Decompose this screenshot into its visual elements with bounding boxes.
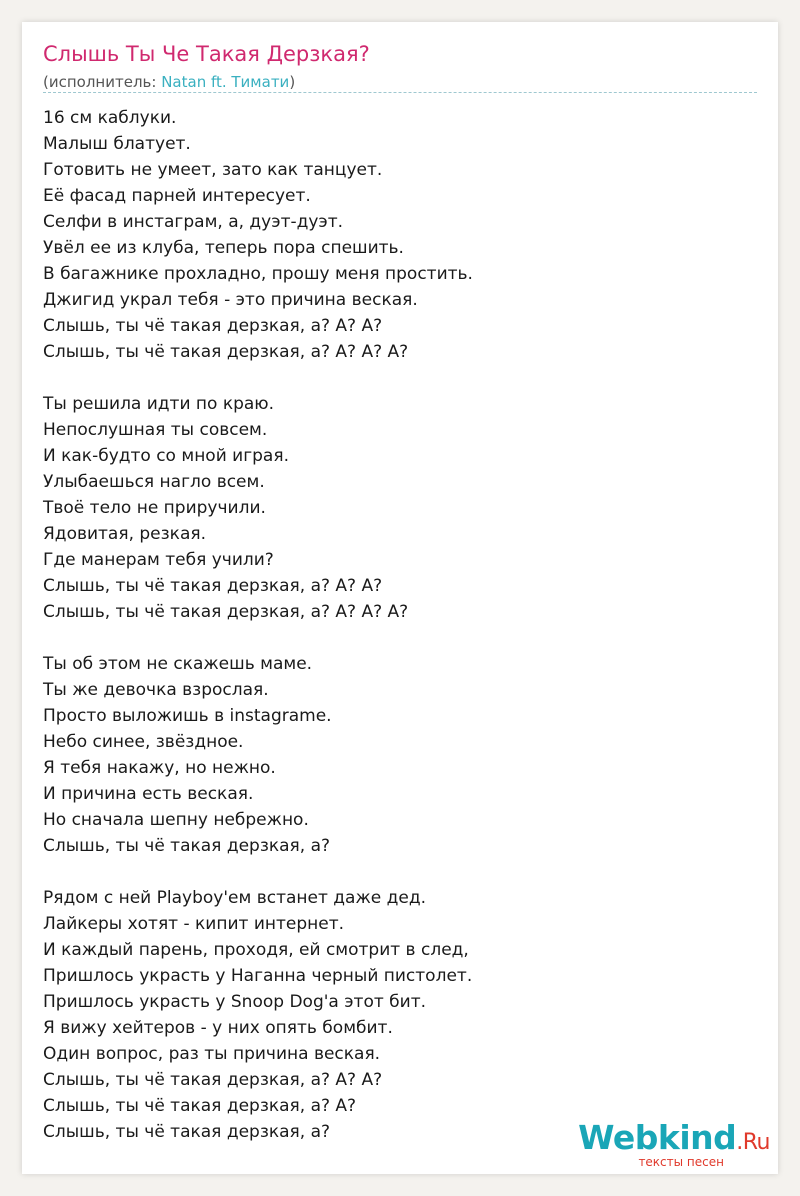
lyric-stanza	[43, 885, 753, 1145]
lyric-line: Небо синее, звёздное.	[43, 732, 244, 752]
lyric-line: Слышь, ты чё такая дерзкая, а? А? А? А?	[43, 602, 409, 622]
artist-link[interactable]: Natan ft. Тимати	[161, 73, 290, 91]
brand-logo	[578, 1118, 770, 1157]
lyric-stanza	[43, 391, 753, 625]
divider	[43, 92, 757, 93]
lyric-line: Один вопрос, раз ты причина веская.	[43, 1044, 381, 1064]
lyric-line: Слышь, ты чё такая дерзкая, а? А? А?	[43, 316, 383, 336]
lyric-stanza	[43, 105, 753, 365]
brand-tagline: тексты песен	[638, 1155, 724, 1169]
lyric-stanza	[43, 651, 753, 859]
lyric-line: В багажнике прохладно, прошу меня простить.	[43, 264, 473, 284]
lyric-line: Слышь, ты чё такая дерзкая, а? А? А? А?	[43, 342, 409, 362]
lyric-line: Лайкеры хотят - кипит интернет.	[43, 914, 345, 934]
lyrics-body	[43, 105, 753, 1145]
lyric-line: Увёл ее из клуба, теперь пора спешить.	[43, 238, 404, 258]
lyric-line: И причина есть веская.	[43, 784, 254, 804]
lyric-line: И как-будто со мной играя.	[43, 446, 289, 466]
lyrics-card	[22, 22, 778, 1174]
lyric-line: Пришлось украсть у Наганна черный пистолет.	[43, 966, 473, 986]
lyric-line: Слышь, ты чё такая дерзкая, а?	[43, 836, 331, 856]
lyric-line: Я вижу хейтеров - у них опять бомбит.	[43, 1018, 393, 1038]
lyric-line: Джигид украл тебя - это причина веская.	[43, 290, 418, 310]
lyric-line: Ядовитая, резкая.	[43, 524, 206, 544]
artist-prefix: (исполнитель:	[43, 73, 162, 91]
lyric-line: Малыш блатует.	[43, 134, 191, 154]
lyric-line: Ты же девочка взрослая.	[43, 680, 269, 700]
lyric-line: Её фасад парней интересует.	[43, 186, 311, 206]
lyric-line: Ты об этом не скажешь маме.	[43, 654, 313, 674]
lyric-line: Твоё тело не приручили.	[43, 498, 266, 518]
lyric-line: И каждый парень, проходя, ей смотрит в след,	[43, 940, 469, 960]
brand-name: Webkind	[578, 1118, 737, 1157]
lyric-line: Просто выложишь в instagrame.	[43, 706, 332, 726]
lyric-line: Слышь, ты чё такая дерзкая, а? А? А?	[43, 576, 383, 596]
lyric-line: Готовить не умеет, зато как танцует.	[43, 160, 383, 180]
lyric-line: Слышь, ты чё такая дерзкая, а?	[43, 1122, 331, 1142]
lyric-line: Я тебя накажу, но нежно.	[43, 758, 276, 778]
artist-suffix: )	[289, 73, 296, 91]
brand-watermark	[580, 1118, 770, 1168]
lyric-line: Непослушная ты совсем.	[43, 420, 268, 440]
song-title: Слышь Ты Че Такая Дерзкая?	[43, 42, 370, 66]
lyric-line: Ты решила идти по краю.	[43, 394, 275, 414]
lyric-line: 16 см каблуки.	[43, 108, 177, 128]
lyric-line: Улыбаешься нагло всем.	[43, 472, 265, 492]
brand-tld: .Ru	[736, 1130, 770, 1155]
artist-line	[43, 73, 295, 91]
lyric-line: Но сначала шепну небрежно.	[43, 810, 309, 830]
lyric-line: Селфи в инстаграм, а, дуэт-дуэт.	[43, 212, 344, 232]
lyric-line: Слышь, ты чё такая дерзкая, а? А?	[43, 1096, 357, 1116]
lyric-line: Где манерам тебя учили?	[43, 550, 274, 570]
lyric-line: Слышь, ты чё такая дерзкая, а? А? А?	[43, 1070, 383, 1090]
lyric-line: Рядом с ней Playboy'ем встанет даже дед.	[43, 888, 426, 908]
lyric-line: Пришлось украсть у Snoop Dog'a этот бит.	[43, 992, 427, 1012]
